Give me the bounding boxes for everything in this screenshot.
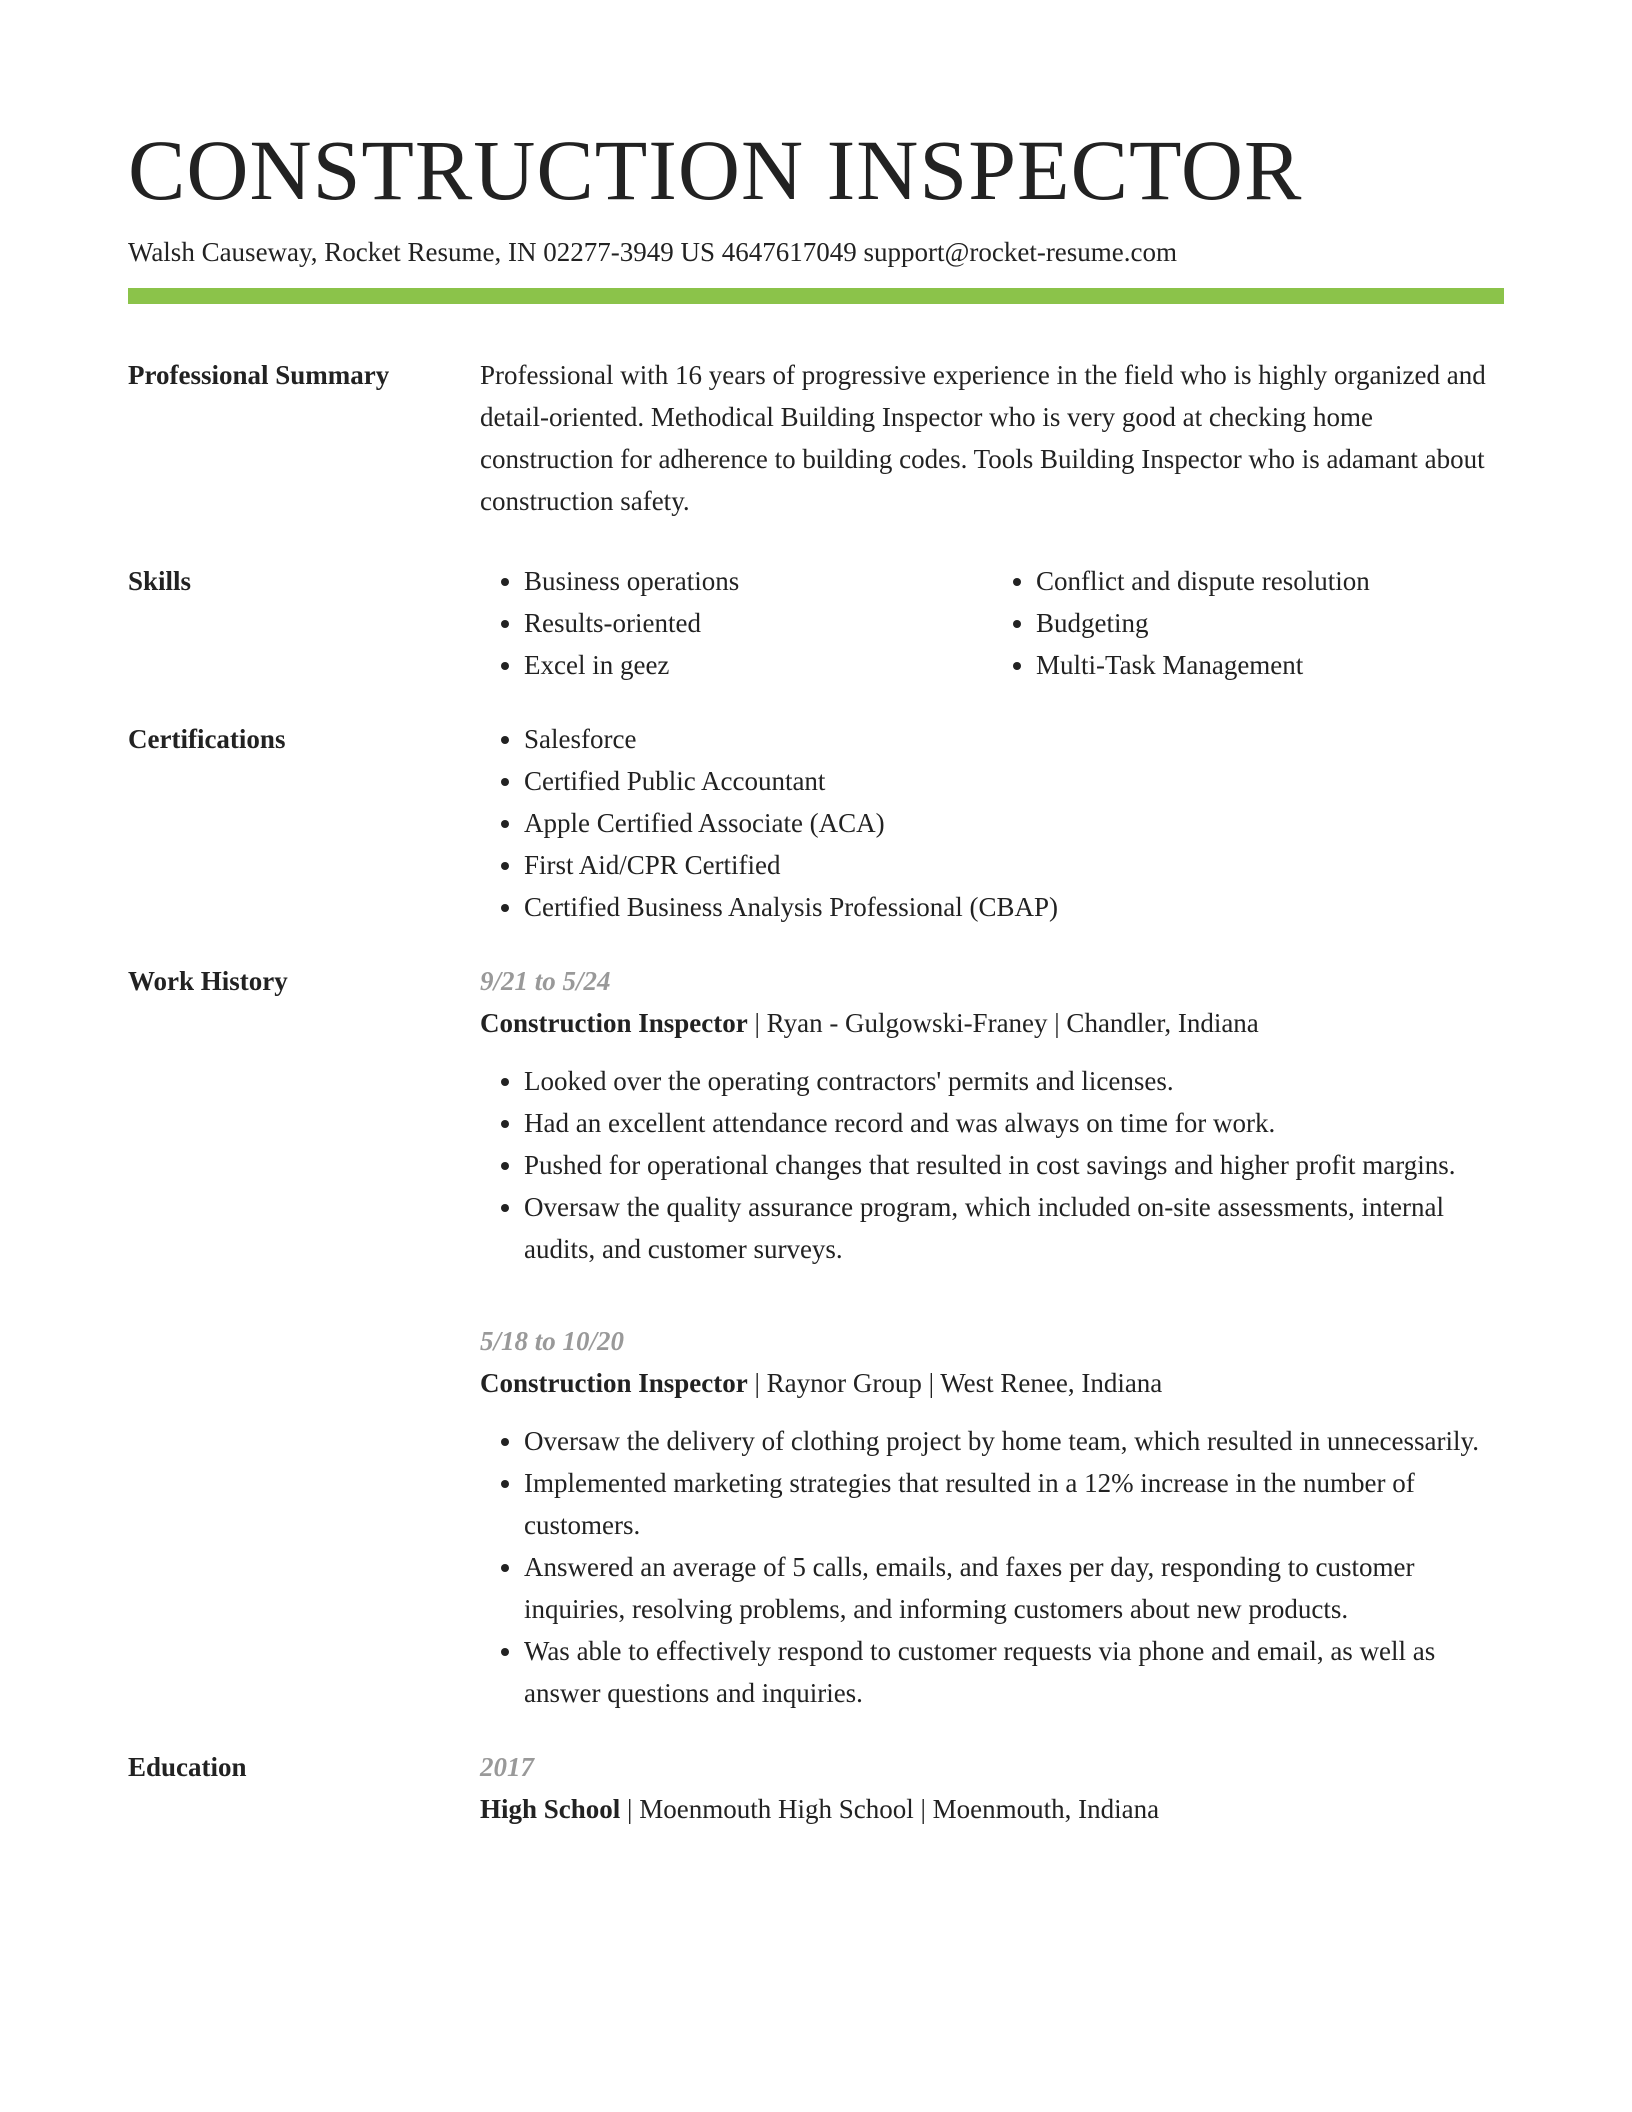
contact-line bbox=[128, 234, 1504, 270]
education-body bbox=[480, 1746, 1504, 1830]
work-history-label: Work History bbox=[128, 966, 288, 996]
job-bullets bbox=[480, 1420, 1504, 1714]
job-entry bbox=[480, 1320, 1504, 1714]
list-item: • Business operations bbox=[524, 560, 992, 602]
list-item: • Looked over the operating contractors' permits and licenses. bbox=[524, 1060, 1504, 1102]
list-item: • Oversaw the quality assurance program, which included on-site assessments, internal audits, and customer surveys. bbox=[524, 1186, 1504, 1270]
contact-phone: 4647617049 bbox=[721, 237, 857, 267]
education-label: Education bbox=[128, 1752, 247, 1782]
work-history-section bbox=[128, 960, 1504, 1714]
job-entry bbox=[480, 960, 1504, 1270]
job-dates: 5/18 to 10/20 bbox=[480, 1326, 625, 1356]
certifications-section bbox=[128, 718, 1504, 928]
education-degree: High School bbox=[480, 1794, 621, 1824]
job-heading bbox=[480, 1362, 1504, 1404]
list-item: • Budgeting bbox=[1036, 602, 1504, 644]
certifications-list bbox=[480, 718, 1504, 928]
skills-label: Skills bbox=[128, 566, 192, 596]
list-item: • Had an excellent attendance record and was always on time for work. bbox=[524, 1102, 1504, 1144]
list-item: • Certified Business Analysis Professional (CBAP) bbox=[524, 886, 1504, 928]
list-item: • Results-oriented bbox=[524, 602, 992, 644]
contact-address: Walsh Causeway, Rocket Resume, IN 02277-3949 US bbox=[128, 237, 715, 267]
education-year: 2017 bbox=[480, 1752, 534, 1782]
job-heading bbox=[480, 1002, 1504, 1044]
summary-body bbox=[480, 354, 1504, 522]
job-title: Construction Inspector bbox=[480, 1368, 748, 1398]
list-item: • Answered an average of 5 calls, emails, and faxes per day, responding to customer inquiries, resolving problems, and informing customers about new products. bbox=[524, 1546, 1504, 1630]
certifications-label: Certifications bbox=[128, 724, 286, 754]
summary-label: Professional Summary bbox=[128, 360, 390, 390]
list-item: • Was able to effectively respond to customer requests via phone and email, as well as answer questions and inquiries. bbox=[524, 1630, 1504, 1714]
certifications-body bbox=[480, 718, 1504, 928]
summary-text: Professional with 16 years of progressive experience in the field who is highly organized and detail-oriented. Methodical Building Inspector who is very good at checking home construction for adherence to building codes. Tools Building Inspector who is adamant about construction safety. bbox=[480, 360, 1486, 516]
list-item: • Apple Certified Associate (ACA) bbox=[524, 802, 1504, 844]
list-item: • Multi-Task Management bbox=[1036, 644, 1504, 686]
skills-list-right bbox=[992, 560, 1504, 686]
resume-title: CONSTRUCTION INSPECTOR bbox=[128, 122, 1303, 218]
job-employer-location: | Raynor Group | West Renee, Indiana bbox=[747, 1368, 1163, 1398]
job-dates: 9/21 to 5/24 bbox=[480, 966, 611, 996]
list-item: • Oversaw the delivery of clothing project by home team, which resulted in unnecessarily. bbox=[524, 1420, 1504, 1462]
list-item: • Conflict and dispute resolution bbox=[1036, 560, 1504, 602]
job-bullets bbox=[480, 1060, 1504, 1270]
skills-section bbox=[128, 560, 1504, 686]
contact-email: support@rocket-resume.com bbox=[863, 237, 1178, 267]
list-item: • Salesforce bbox=[524, 718, 1504, 760]
education-section bbox=[128, 1746, 1504, 1830]
list-item: • Certified Public Accountant bbox=[524, 760, 1504, 802]
list-item: • Excel in geez bbox=[524, 644, 992, 686]
skills-list-left bbox=[480, 560, 992, 686]
education-heading bbox=[480, 1788, 1504, 1830]
education-school-location: | Moenmouth High School | Moenmouth, Indiana bbox=[620, 1794, 1160, 1824]
list-item: • Implemented marketing strategies that resulted in a 12% increase in the number of customers. bbox=[524, 1462, 1504, 1546]
list-item: • First Aid/CPR Certified bbox=[524, 844, 1504, 886]
job-title: Construction Inspector bbox=[480, 1008, 748, 1038]
work-history-body bbox=[480, 960, 1504, 1714]
job-employer-location: | Ryan - Gulgowski-Franey | Chandler, Indiana bbox=[747, 1008, 1259, 1038]
summary-section bbox=[128, 354, 1504, 522]
list-item: • Pushed for operational changes that resulted in cost savings and higher profit margins. bbox=[524, 1144, 1504, 1186]
header-divider bbox=[128, 288, 1504, 304]
skills-body bbox=[480, 560, 1504, 686]
